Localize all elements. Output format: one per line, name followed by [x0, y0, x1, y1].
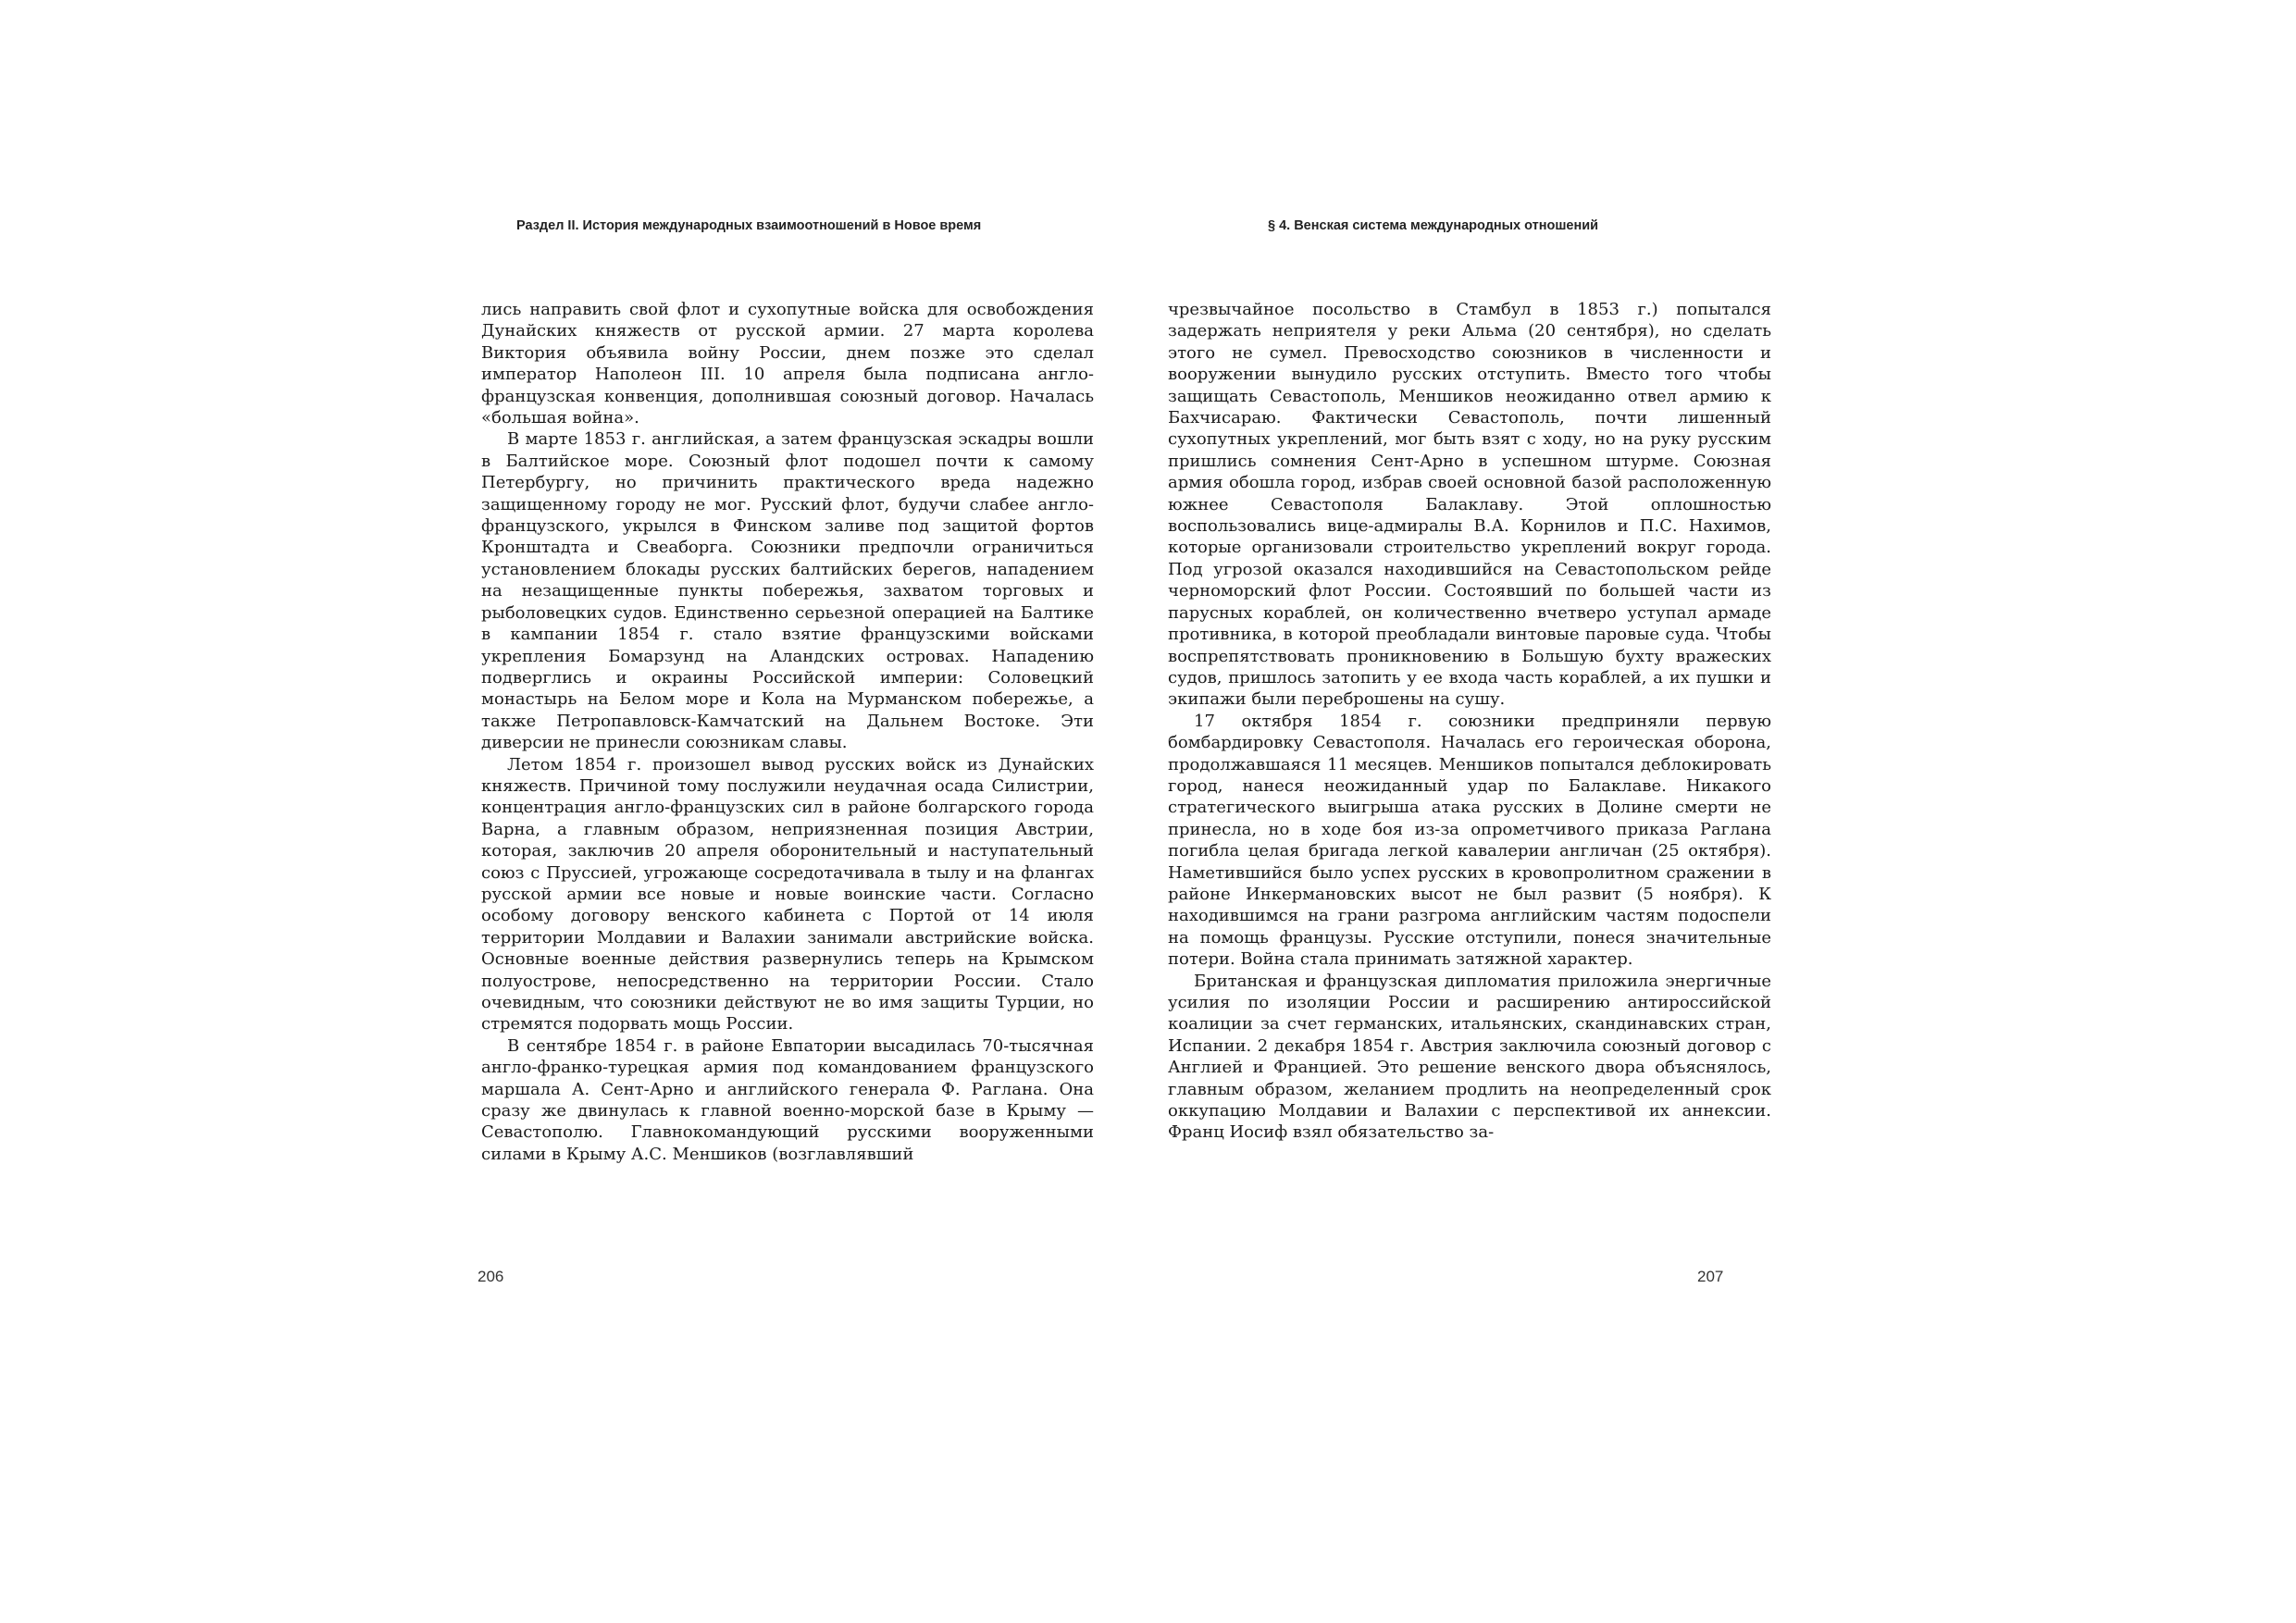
right-text-block: [1168, 299, 1771, 1144]
running-header-right: § 4. Венская система международных отношений: [1268, 218, 1599, 233]
paragraph: Летом 1854 г. произошел вывод русских войск из Дунайских княжеств. Причиной тому послужили неудачная осада Силистрии, концентрация англо-французских сил в районе болгарского города Варна, а главным образом, неприязненная позиция Австрии, которая, заключив 20 апреля оборонительный и наступательный союз с Пруссией, угрожающе сосредотачивала в тылу и на флангах русской армии все новые и новые воинские части. Согласно особому договору венского кабинета с Портой от 14 июля территории Молдавии и Валахии занимали австрийские войска. Основные военные действия развернулись теперь на Крымском полуострове, непосредственно на территории России. Стало очевидным, что союзники действуют не во имя защиты Турции, но стремятся подорвать мощь России.: [481, 754, 1094, 1035]
paragraph: В сентябре 1854 г. в районе Евпатории высадилась 70-тысячная англо-франко-турецкая армия под командованием французского маршала А. Сент-Арно и английского генерала Ф. Раглана. Она сразу же двинулась к главной военно-морской базе в Крыму — Севастополю. Главнокомандующий русскими вооруженными силами в Крыму А.С. Меншиков (возглавлявший: [481, 1035, 1094, 1164]
page-number-right: 207: [1697, 1268, 1724, 1285]
paragraph: лись направить свой флот и сухопутные войска для освобождения Дунайских княжеств от русской армии. 27 марта королева Виктория объявила войну России, днем позже это сделал император Наполеон III. 10 апреля была подписана англо-французская конвенция, дополнившая союзный договор. Началась «большая война».: [481, 300, 1094, 428]
right-page: [1164, 0, 1775, 1623]
left-page: [478, 0, 1098, 1623]
paragraph: В марте 1853 г. английская, а затем французская эскадры вошли в Балтийское море. Союзный флот подошел почти к самому Петербургу, но причинить практического вреда надежно защищенному городу не мог. Русский флот, будучи слабее англо-французского, укрылся в Финском заливе под защитой фортов Кронштадта и Свеаборга. Союзники предпочли ограничиться установлением блокады русских балтийских берегов, нападением на незащищенные пункты побережья, захватом торговых и рыболовецких судов. Единственно серьезной операцией на Балтике в кампании 1854 г. стало взятие французскими войсками укрепления Бомарзунд на Аландских островах. Нападению подверглись и окраины Российской империи: Соловецкий монастырь на Белом море и Кола на Мурманском побережье, а также Петропавловск-Камчатский на Дальнем Востоке. Эти диверсии не принесли союзникам славы.: [481, 429, 1094, 753]
paragraph: 17 октября 1854 г. союзники предприняли первую бомбардировку Севастополя. Началась его героическая оборона, продолжавшаяся 11 месяцев. Меншиков попытался деблокировать город, нанеся неожиданный удар по Балаклаве. Никакого стратегического выигрыша атака русских в Долине смерти не принесла, но в ходе боя из-за опрометчивого приказа Раглана погибла целая бригада легкой кавалерии англичан (25 октября). Наметившийся было успех русских в кровопролитном сражении в районе Инкермановских высот не был развит (5 ноября). К находившимся на грани разгрома английским частям подоспели на помощь французы. Русские отступили, понеся значительные потери. Война стала принимать затяжной характер.: [1168, 711, 1771, 970]
left-text-block: [481, 299, 1094, 1165]
page-number-left: 206: [478, 1268, 504, 1285]
paragraph: чрезвычайное посольство в Стамбул в 1853 г.) попытался задержать неприятеля у реки Альма (20 сентября), но сделать этого не сумел. Превосходство союзников в численности и вооружении вынудило русских отступить. Вместо того чтобы защищать Севастополь, Меншиков неожиданно отвел армию к Бахчисараю. Фактически Севастополь, почти лишенный сухопутных укреплений, мог быть взят с ходу, но на руку русским пришлись сомнения Сент-Арно в успешном штурме. Союзная армия обошла город, избрав своей основной базой расположенную южнее Севастополя Балаклаву. Этой оплошностью воспользовались вице-адмиралы В.А. Корнилов и П.С. Нахимов, которые организовали строительство укреплений вокруг города. Под угрозой оказался находившийся на Севастопольском рейде черноморский флот России. Состоявший по большей части из парусных кораблей, он количественно вчетверо уступал армаде противника, в которой преобладали винтовые паровые суда. Чтобы воспрепятствовать проникновению в Большую бухту вражеских судов, пришлось затопить у ее входа часть кораблей, а их пушки и экипажи были переброшены на сушу.: [1168, 300, 1771, 710]
paragraph: Британская и французская дипломатия приложила энергичные усилия по изоляции России и расширению антироссийской коалиции за счет германских, итальянских, скандинавских стран, Испании. 2 декабря 1854 г. Австрия заключила союзный договор с Англией и Францией. Это решение венского двора объяснялось, главным образом, желанием продлить на неопределенный срок оккупацию Молдавии и Валахии с перспективой их аннексии. Франц Иосиф взял обязательство за-: [1168, 971, 1771, 1143]
running-header-left: Раздел II. История международных взаимоотношений в Новое время: [516, 218, 982, 233]
